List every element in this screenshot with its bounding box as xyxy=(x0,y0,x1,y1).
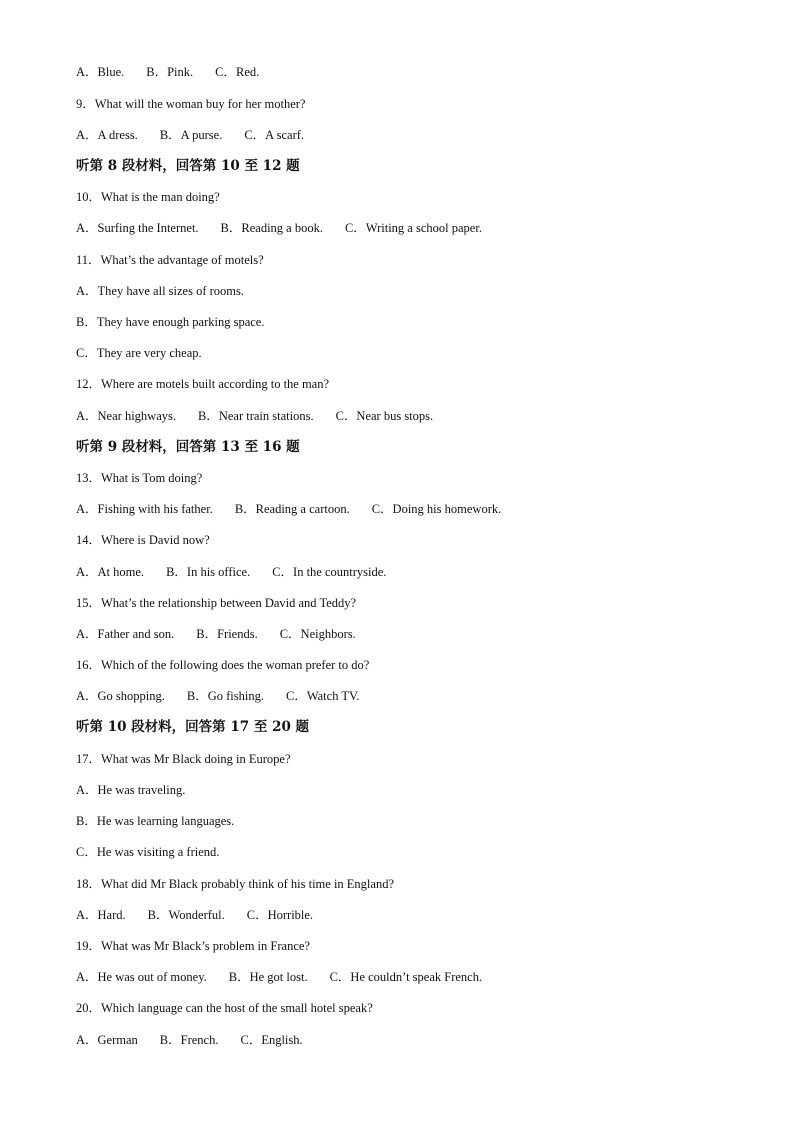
section-heading: 听第 9 段材料，回答第 13 至 16 题 xyxy=(76,439,300,455)
option: A．Go shopping. xyxy=(76,689,165,703)
option: B．Reading a book. xyxy=(220,221,323,235)
question-line: 11．What’s the advantage of motels? xyxy=(76,253,264,267)
option: B．Reading a cartoon. xyxy=(234,502,350,516)
question-line: 20．Which language can the host of the small hotel speak? xyxy=(76,1001,373,1015)
option: A．Fishing with his father. xyxy=(76,502,213,516)
option: C．A scarf. xyxy=(244,128,305,142)
option: C．Watch TV. xyxy=(286,689,360,703)
option: A．Near highways. xyxy=(76,409,176,423)
options-line xyxy=(76,408,433,424)
answer-line: B．They have enough parking space. xyxy=(76,315,265,329)
question-line: 15．What’s the relationship between David and Teddy? xyxy=(76,596,357,610)
option: C．English. xyxy=(240,1033,303,1047)
answer-line: C．He was visiting a friend. xyxy=(76,845,220,859)
options-line xyxy=(76,626,356,642)
option: B．Near train stations. xyxy=(197,409,314,423)
question-line: 13．What is Tom doing? xyxy=(76,471,203,485)
question-line: 12．Where are motels built according to the man? xyxy=(76,377,330,391)
question-line: 18．What did Mr Black probably think of his time in England? xyxy=(76,877,394,891)
option: A．Father and son. xyxy=(76,627,175,641)
options-line xyxy=(76,64,259,80)
options-line xyxy=(76,907,313,923)
section-heading: 听第 8 段材料，回答第 10 至 12 题 xyxy=(76,158,300,174)
option: B．Friends. xyxy=(196,627,258,641)
options-line xyxy=(76,127,304,143)
question-line: 10．What is the man doing? xyxy=(76,190,220,204)
option: C．Writing a school paper. xyxy=(344,221,482,235)
options-line xyxy=(76,969,482,985)
answer-line: A．He was traveling. xyxy=(76,783,186,797)
option: C．Neighbors. xyxy=(279,627,356,641)
option: A．Blue. xyxy=(76,65,125,79)
option: A．A dress. xyxy=(76,128,138,142)
option: A．He was out of money. xyxy=(76,970,207,984)
option: C．In the countryside. xyxy=(272,565,387,579)
question-line: 9．What will the woman buy for her mother? xyxy=(76,97,306,111)
answer-line: B．He was learning languages. xyxy=(76,814,235,828)
option: A．At home. xyxy=(76,565,145,579)
question-line: 14．Where is David now? xyxy=(76,533,210,547)
options-line xyxy=(76,564,386,580)
option: C．Doing his homework. xyxy=(371,502,502,516)
option: B．He got lost. xyxy=(228,970,308,984)
option: B．A purse. xyxy=(159,128,223,142)
option: A．German xyxy=(76,1033,138,1047)
section-heading: 听第 10 段材料，回答第 17 至 20 题 xyxy=(76,719,310,735)
answer-line: C．They are very cheap. xyxy=(76,346,202,360)
option: B．Wonderful. xyxy=(147,908,225,922)
options-line xyxy=(76,501,501,517)
option: B．French. xyxy=(159,1033,219,1047)
option: B．In his office. xyxy=(166,565,251,579)
option: C．Horrible. xyxy=(246,908,314,922)
options-line xyxy=(76,220,482,236)
option: C．Red. xyxy=(215,65,260,79)
question-line: 16．Which of the following does the woman prefer to do? xyxy=(76,658,370,672)
option: B．Go fishing. xyxy=(186,689,264,703)
question-line: 17．What was Mr Black doing in Europe? xyxy=(76,752,291,766)
options-line xyxy=(76,688,360,704)
option: C．Near bus stops. xyxy=(335,409,434,423)
question-line: 19．What was Mr Black’s problem in France? xyxy=(76,939,310,953)
option: A．Surfing the Internet. xyxy=(76,221,199,235)
option: A．Hard. xyxy=(76,908,126,922)
option: C．He couldn’t speak French. xyxy=(329,970,483,984)
answer-line: A．They have all sizes of rooms. xyxy=(76,284,245,298)
options-line xyxy=(76,1032,303,1048)
option: B．Pink. xyxy=(146,65,194,79)
